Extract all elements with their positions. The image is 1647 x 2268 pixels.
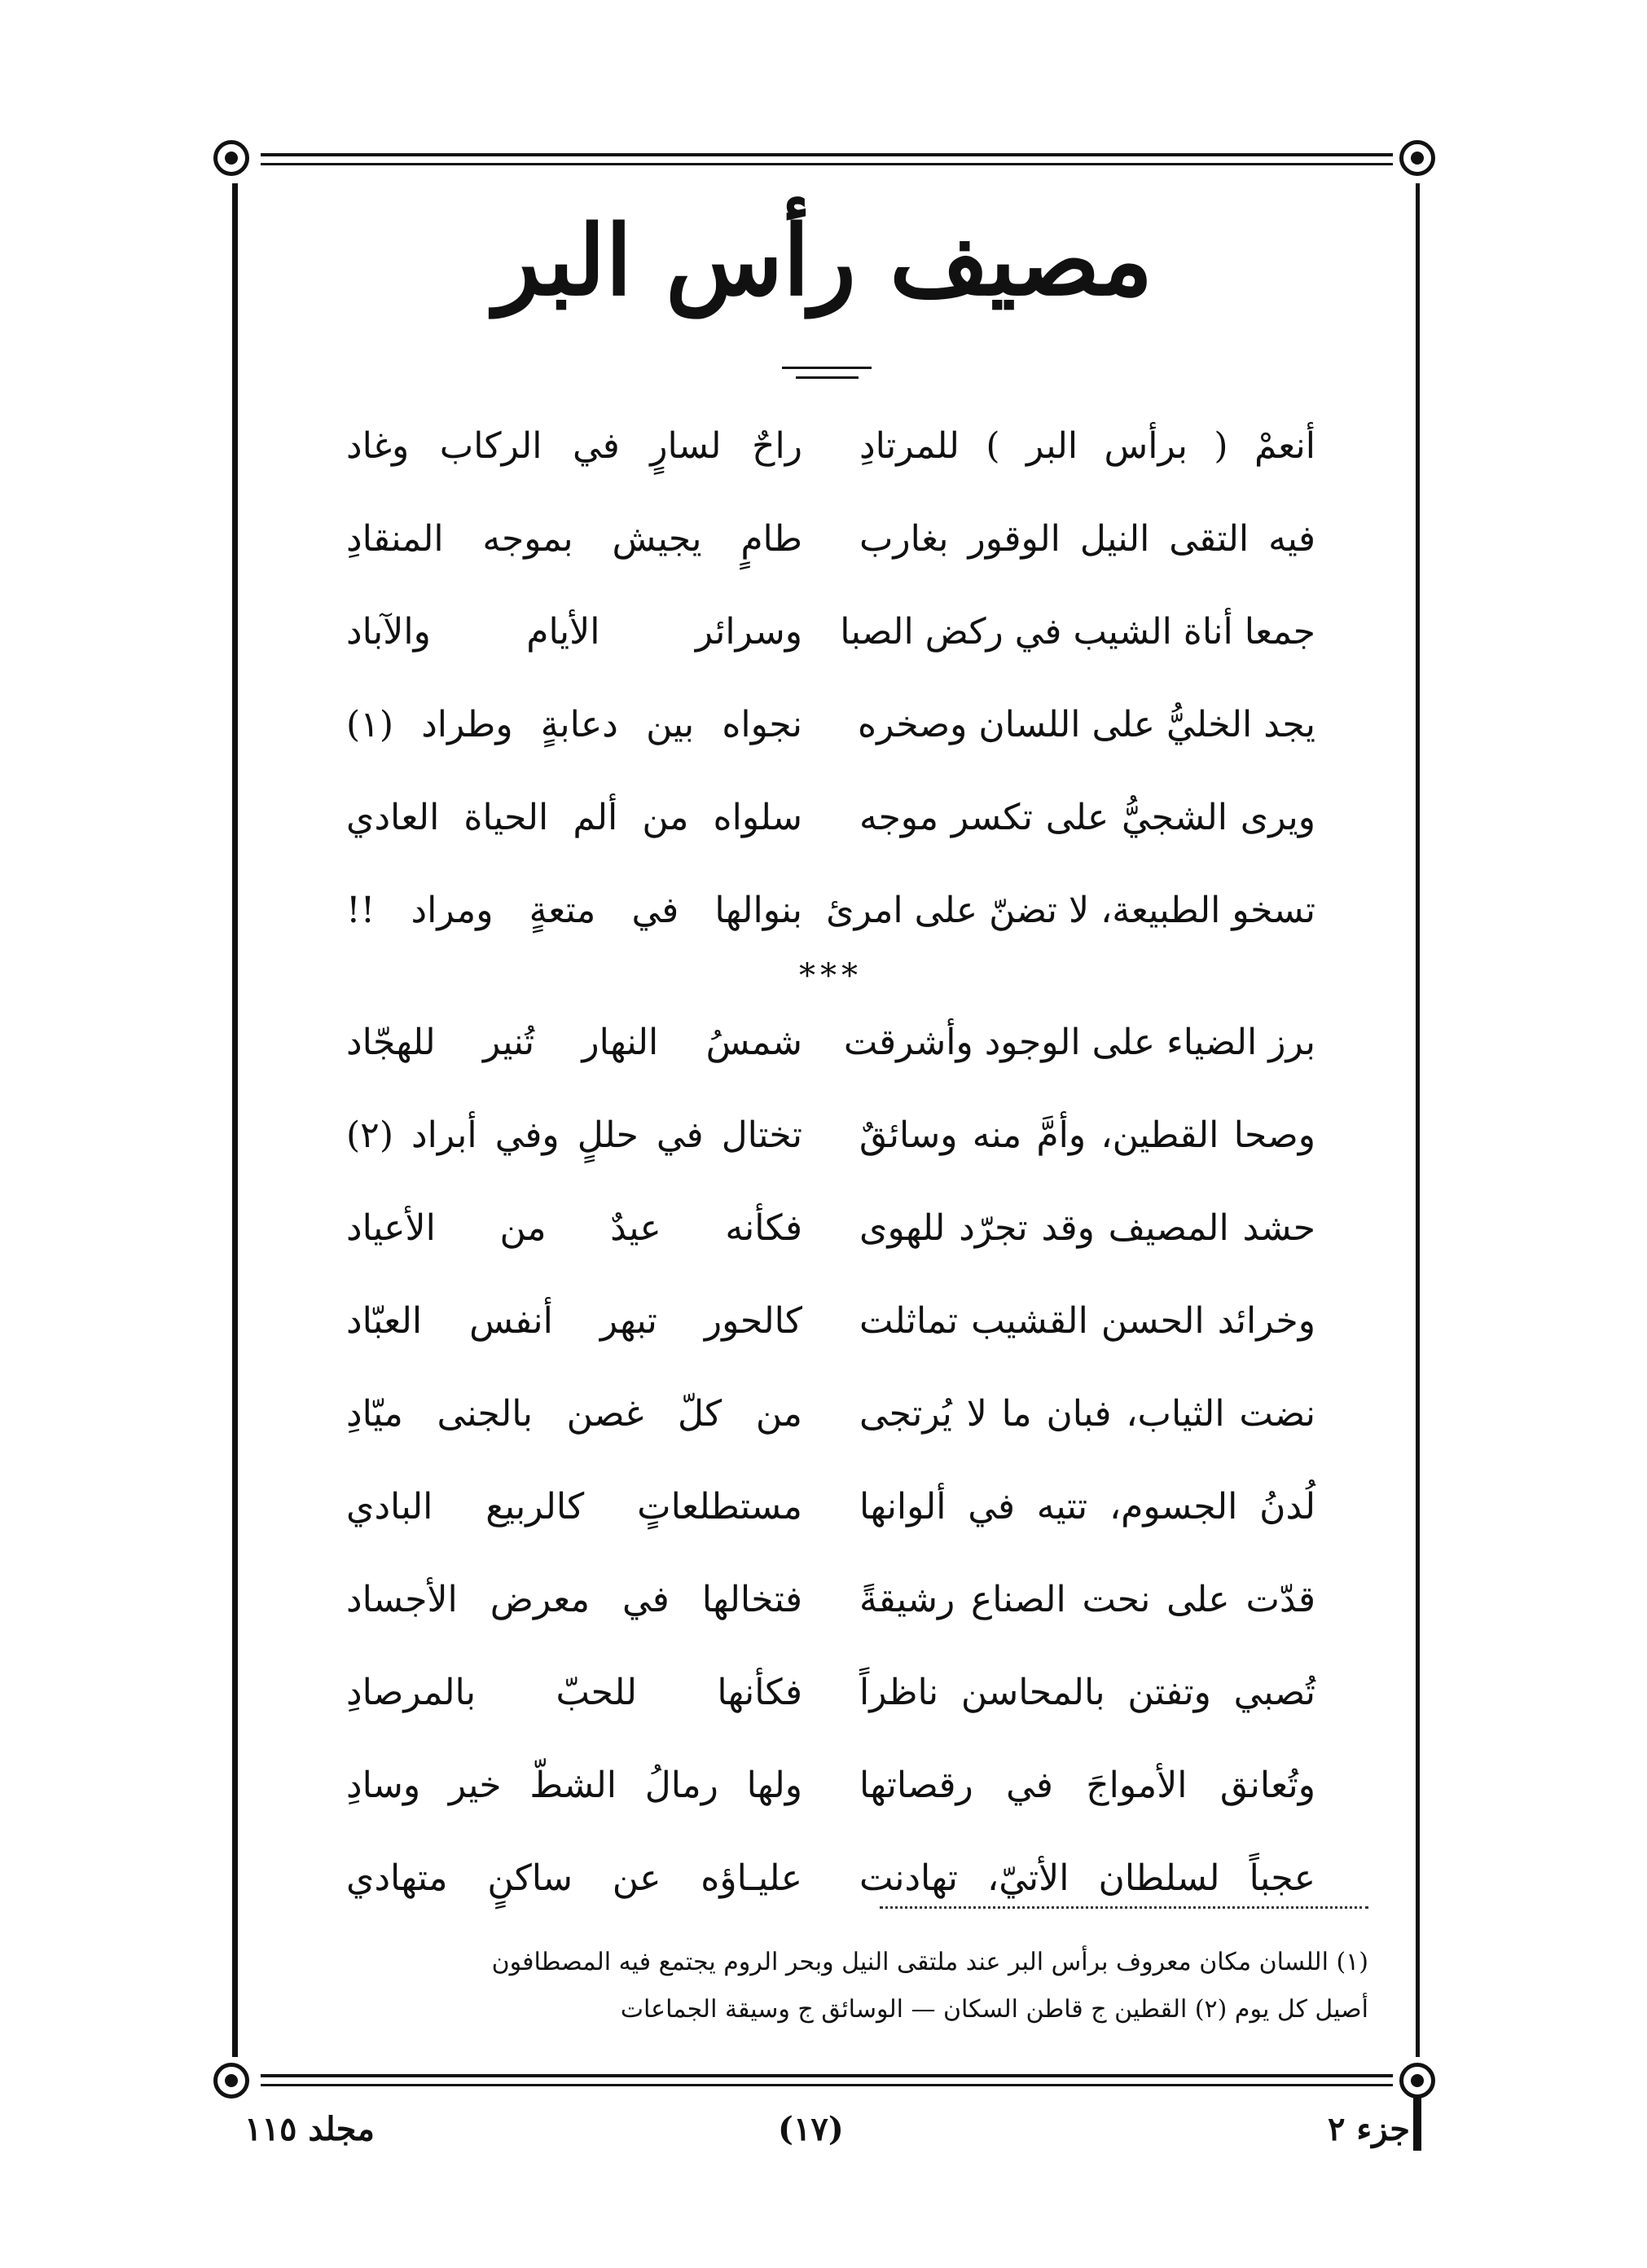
verse-line: [346, 996, 1315, 1088]
verse-left-hemistich: شمسُ النهار تُنير للهجّاد: [346, 1021, 802, 1063]
verse-line: [346, 1460, 1315, 1553]
poem: [346, 399, 1315, 1924]
verse-left-hemistich: فكأنه عيدٌ من الأعياد: [346, 1207, 802, 1249]
footnote-separator: [880, 1906, 1368, 1909]
verse-right-hemistich: وخرائد الحسن القشيب تماثلت: [859, 1299, 1315, 1342]
verse-right-hemistich: يجد الخليُّ على اللسان وصخره: [858, 703, 1315, 745]
footnotes: [277, 1939, 1368, 2033]
verse-line: [346, 585, 1315, 678]
verse-line: [346, 1181, 1315, 1274]
verse-line: [346, 1553, 1315, 1646]
bottom-rule-upper: [261, 2074, 1393, 2077]
verse-left-hemistich: بنوالها في متعةٍ ومراد !!: [346, 889, 802, 931]
verse-left-hemistich: مستطلعاتٍ كالربيع البادي: [346, 1485, 802, 1527]
verse-line: [346, 1646, 1315, 1738]
verse-left-hemistich: راحٌ لسارٍ في الركاب وغاد: [346, 424, 802, 467]
footer-part: جزء ٢: [1328, 2110, 1411, 2148]
verse-right-hemistich: تسخو الطبيعة، لا تضنّ على امرئ: [826, 889, 1315, 931]
verse-left-hemistich: نجواه بين دعابةٍ وطراد (١): [346, 703, 802, 745]
verse-line: [346, 1738, 1315, 1831]
top-rule-lower: [261, 163, 1393, 165]
page-number: (١٧): [778, 2110, 844, 2148]
verse-line: [346, 1831, 1315, 1924]
verse-line: [346, 771, 1315, 864]
verse-right-hemistich: نضت الثياب، فبان ما لا يُرتجى: [859, 1392, 1315, 1435]
verse-line: [346, 1088, 1315, 1181]
verse-right-hemistich: وصحا القطين، وأمَّ منه وسائقٌ: [859, 1114, 1315, 1156]
verse-left-hemistich: عليـاؤه عن ساكنٍ متهادي: [346, 1857, 802, 1899]
footnote-line: أصيل كل يوم (٢) القطين ج قاطن السكان — الوسائق ج وسيقة الجماعات: [620, 1995, 1368, 2024]
verse-left-hemistich: فتخالها في معرض الأجساد: [346, 1578, 802, 1620]
verse-right-hemistich: تُصبي وتفتن بالمحاسن ناظراً: [859, 1671, 1315, 1713]
verse-right-hemistich: جمعا أناة الشيب في ركض الصبا: [840, 610, 1315, 653]
verse-left-hemistich: ولها رمالُ الشطّ خير وسادِ: [346, 1764, 802, 1806]
corner-ornament-bottom-left: [213, 2063, 249, 2099]
stanza-separator: ***: [799, 957, 863, 995]
verse-right-hemistich: أنعمْ ( برأس البر ) للمرتادِ: [859, 424, 1315, 467]
verse-left-hemistich: وسرائر الأيام والآباد: [346, 610, 802, 653]
verse-line: [346, 1367, 1315, 1460]
verse-left-hemistich: من كلّ غصن بالجنى ميّادِ: [346, 1392, 802, 1435]
top-rule-upper: [261, 153, 1393, 156]
footer-volume: مجلد ١١٥: [244, 2110, 375, 2148]
footnote-line: (١) اللسان مكان معروف برأس البر عند ملتقى النيل وبحر الروم يجتمع فيه المصطافون: [491, 1948, 1368, 1976]
verse-right-hemistich: ويرى الشجيُّ على تكسر موجه: [859, 796, 1315, 838]
left-border: [232, 183, 238, 2057]
page-title: مصيف رأس البر: [494, 204, 1153, 317]
verse-right-hemistich: فيه التقى النيل الوقور بغارب: [859, 517, 1315, 560]
verse-left-hemistich: طامٍ يجيش بموجه المنقادِ: [346, 517, 802, 560]
verse-left-hemistich: فكأنها للحبّ بالمرصادِ: [346, 1671, 802, 1713]
verse-left-hemistich: كالحور تبهر أنفس العبّاد: [346, 1299, 802, 1342]
verse-line: [346, 1274, 1315, 1367]
verse-right-hemistich: حشد المصيف وقد تجرّد للهوى: [859, 1207, 1315, 1249]
verse-left-hemistich: تختال في حللٍ وفي أبراد (٢): [346, 1114, 802, 1156]
verse-line: [346, 399, 1315, 492]
corner-ornament-bottom-right: [1399, 2063, 1435, 2099]
verse-right-hemistich: وتُعانق الأمواجَ في رقصاتها: [859, 1764, 1315, 1806]
verse-right-hemistich: عجباً لسلطان الأتيّ، تهادنت: [859, 1857, 1315, 1899]
verse-line: [346, 492, 1315, 585]
corner-ornament-top-right: [1399, 140, 1435, 176]
right-border: [1416, 183, 1420, 2057]
corner-ornament-top-left: [213, 140, 249, 176]
bottom-rule-lower: [261, 2084, 1393, 2086]
verse-left-hemistich: سلواه من ألم الحياة العادي: [346, 796, 802, 838]
verse-line: [346, 864, 1315, 956]
verse-line: [346, 678, 1315, 771]
verse-right-hemistich: برز الضياء على الوجود وأشرقت: [843, 1021, 1315, 1063]
verse-right-hemistich: لُدنُ الجسوم، تتيه في ألوانها: [859, 1485, 1315, 1527]
verse-right-hemistich: قدّت على نحت الصناع رشيقةً: [859, 1578, 1315, 1620]
title-divider: [782, 367, 872, 386]
